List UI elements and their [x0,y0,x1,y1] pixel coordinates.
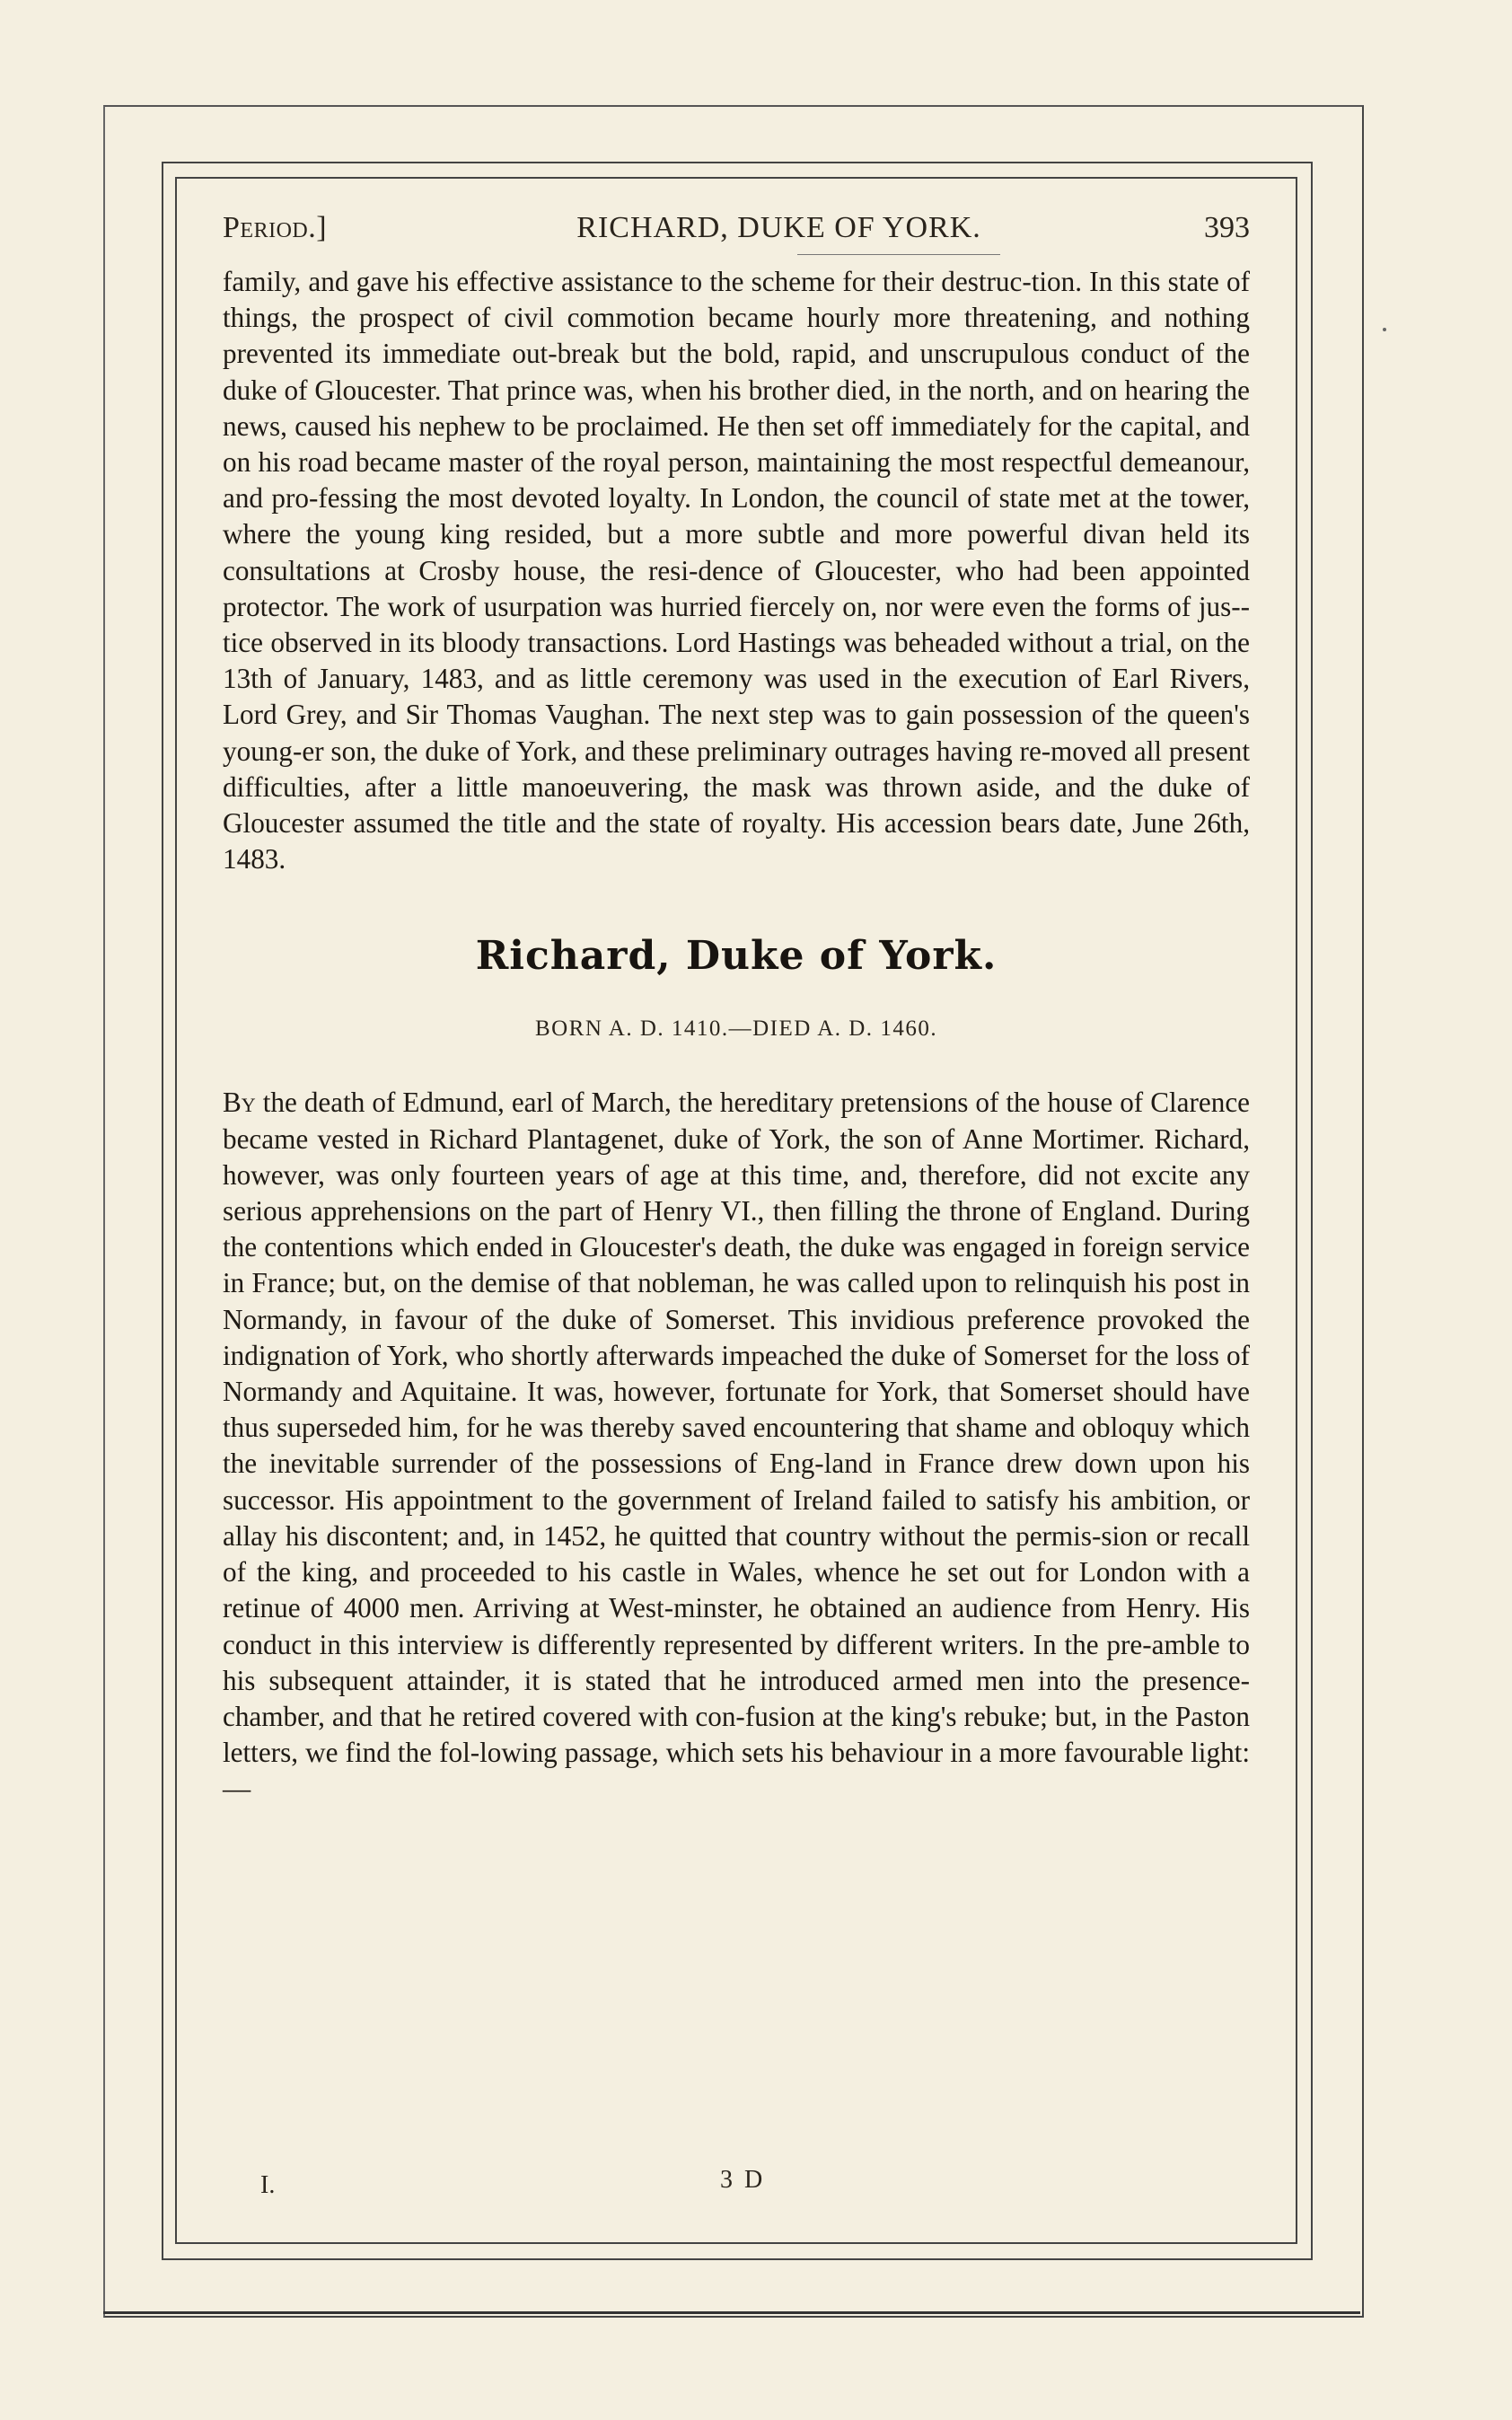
paragraph-main [223,1085,1250,1807]
died-label: DIED A. D. [752,1016,874,1042]
paragraph-continued: family, and gave his effective assistance to the scheme for their destruc-tion. In this state of things, the prospect of civil commotion became hourly more threatening, and nothing prevented its immediate out-break but the bold, rapid, and unscrupulous conduct of the duke of Gloucester. That prince was, when his brother died, in the north, and on hearing the news, caused his nephew to be proclaimed. He then set off immediately for the capital, and on his road became master of the royal person, maintaining the most respectful demeanour, and pro-fessing the most devoted loyalty. In London, the council of state met at the tower, where the young king resided, but a more subtle and more powerful divan held its consultations at Crosby house, the resi-dence of Gloucester, who had been appointed protector. The work of usurpation was hurried fiercely on, nor were even the forms of jus-tice observed in its bloody transactions. Lord Hastings was beheaded without a trial, on the 13th of January, 1483, and as little ceremony was used in the execution of Earl Rivers, Lord Grey, and Sir Thomas Vaughan. The next step was to gain possession of the queen's young-er son, the duke of York, and these preliminary outrages having re-moved all present difficulties, after a little manoeuvering, the mask was thrown aside, and the duke of Gloucester assumed the title and the state of royalty. His accession bears date, June 26th, 1483. [223,266,1250,876]
volume-number: I. [260,2171,276,2199]
page-content [223,211,1250,1808]
scan-frame-bottom-rule [103,2311,1360,2314]
paragraph-main-text: the death of Edmund, earl of March, the hereditary pretensions of the house of Clarence became vested in Richard Plantagenet, duke of York, the son of Anne Mortimer. Richard, however, was only fourteen years of age at this time, and, therefore, did not excite any serious apprehensions on the part of Henry VI., then filling the throne of England. During the contentions which ended in Gloucester's death, the duke was engaged in foreign service in France; but, on the demise of that nobleman, he was called upon to relinquish his post in Normandy, in favour of the duke of Somerset. This invidious preference provoked the indignation of York, who shortly afterwards impeached the duke of Somerset for the loss of Normandy and Aquitaine. It was, however, fortunate for York, that Somerset should have thus superseded him, for he was thereby saved encountering that shame and obloquy which the inevitable surrender of the possessions of Eng-land in France drew down upon his successor. His appointment to the government of Ireland failed to satisfy his ambition, or allay his discontent; and, in 1452, he quitted that country without the permis-sion or recall of the king, and proceeded to his castle in Wales, whence he set out for London with a retinue of 4000 men. Arriving at West-minster, he obtained an audience from Henry. His conduct in this interview is differently represented by different writers. In the pre-amble to his subsequent attainder, it is stated that he introduced armed men into the presence-chamber, and that he retired covered with con-fusion at the king's rebuke; but, in the Paston letters, we find the fol-lowing passage, which sets his behaviour in a more favourable light:— [223,1087,1251,1805]
scan-speck [1383,328,1386,331]
section-heading: Richard, Duke of York. [475,933,998,980]
opening-word: By [223,1087,256,1119]
signature-mark: 3 D [720,2166,766,2194]
born-year: 1410. [671,1016,729,1042]
born-label: BORN A. D. [534,1016,665,1042]
header-rule [797,254,1000,255]
page-number: 393 [1204,211,1250,244]
header-title: RICHARD, DUKE OF YORK. [576,211,981,244]
running-header [223,211,1250,252]
header-period: Period.] [223,211,328,244]
died-year: 1460. [880,1016,938,1042]
birth-death-line: BORN A. D. 1410.—DIED A. D. 1460. [534,1016,938,1042]
